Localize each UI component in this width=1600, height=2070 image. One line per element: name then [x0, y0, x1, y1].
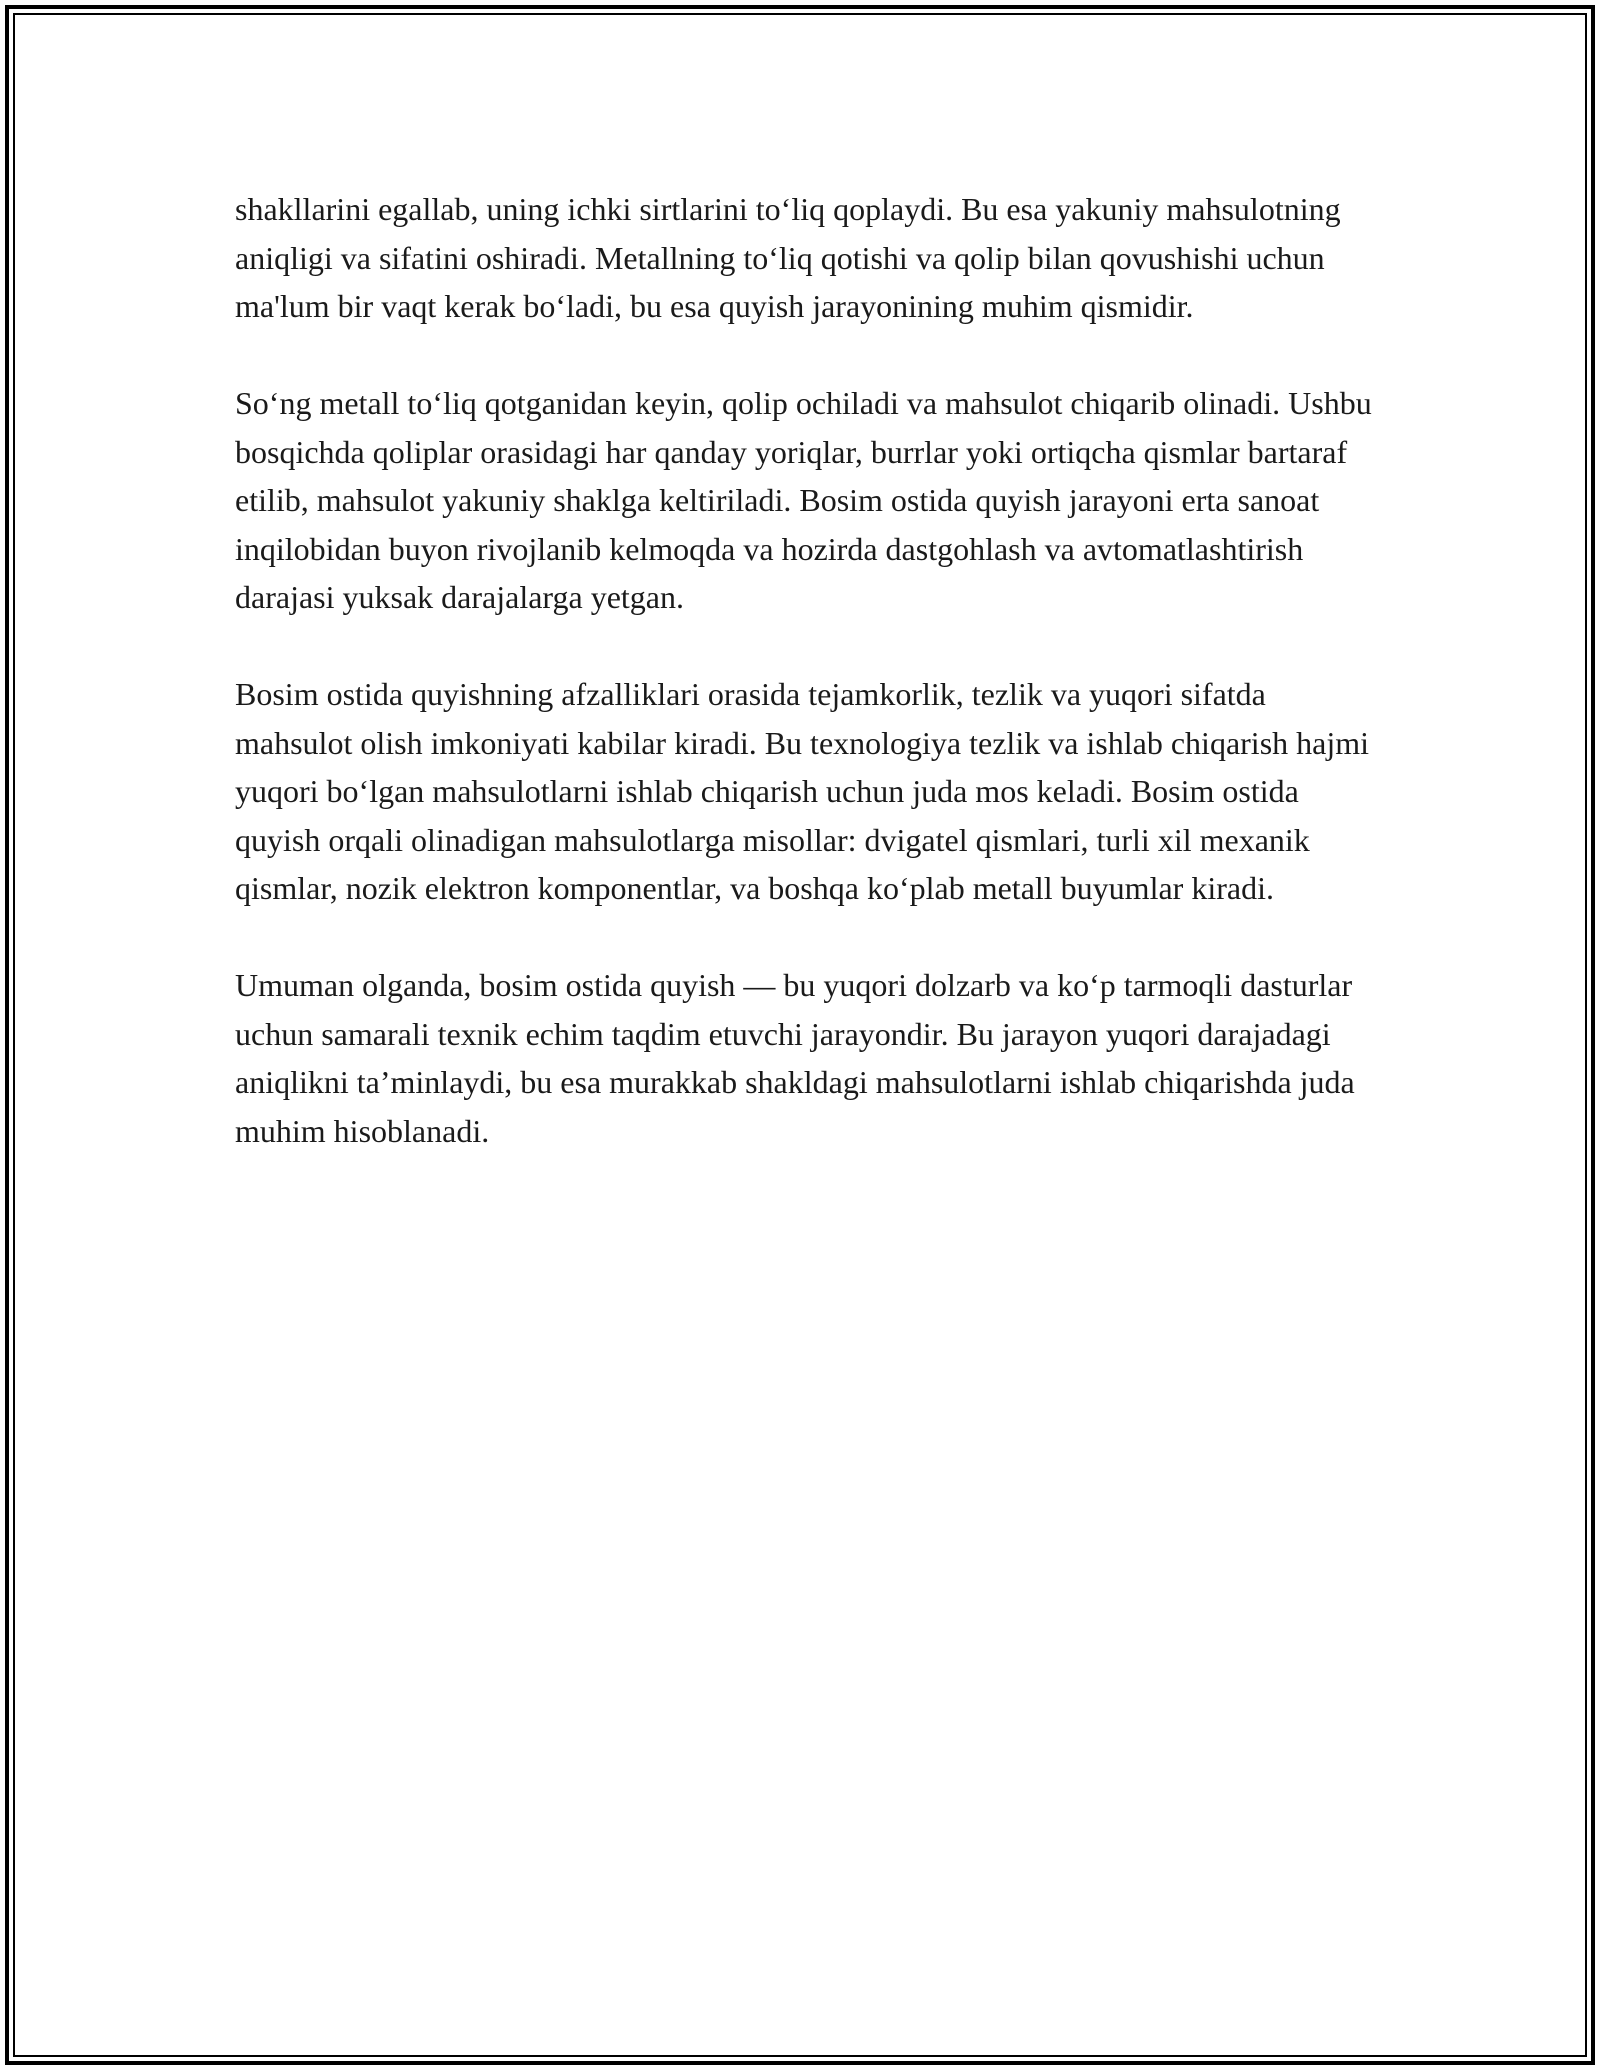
document-body: [235, 185, 1385, 1204]
paragraph-2: So‘ng metall to‘liq qotganidan keyin, qolip ochiladi va mahsulot chiqarib olinadi. Ushbu bosqichda qoliplar orasidagi har qanday yoriqlar, burrlar yoki ortiqcha qismlar bartaraf etilib, mahsulot yakuniy shaklga keltiriladi. Bosim ostida quyish jarayoni erta sanoat inqilobidan buyon rivojlanib kelmoqda va hozirda dastgohlash va avtomatlashtirish darajasi yuksak darajalarga yetgan.: [235, 385, 1372, 615]
paragraph-4: Umuman olganda, bosim ostida quyish — bu yuqori dolzarb va ko‘p tarmoqli dasturlar uchun samarali texnik echim taqdim etuvchi jarayondir. Bu jarayon yuqori darajadagi aniqlikni ta’minlaydi, bu esa murakkab shakldagi mahsulotlarni ishlab chiqarishda juda muhim hisoblanadi.: [235, 967, 1355, 1149]
paragraph-3: Bosim ostida quyishning afzalliklari orasida tejamkorlik, tezlik va yuqori sifatda mahsulot olish imkoniyati kabilar kiradi. Bu texnologiya tezlik va ishlab chiqarish hajmi yuqori bo‘lgan mahsulotlarni ishlab chiqarish uchun juda mos keladi. Bosim ostida quyish orqali olinadigan mahsulotlarga misollar: dvigatel qismlari, turli xil mexanik qismlar, nozik elektron komponentlar, va boshqa ko‘plab metall buyumlar kiradi.: [235, 676, 1370, 906]
paragraph-1: shakllarini egallab, uning ichki sirtlarini to‘liq qoplaydi. Bu esa yakuniy mahsulotning aniqligi va sifatini oshiradi. Metallning to‘liq qotishi va qolip bilan qovushishi uchun ma'lum bir vaqt kerak bo‘ladi, bu esa quyish jarayonining muhim qismidir.: [235, 191, 1341, 324]
